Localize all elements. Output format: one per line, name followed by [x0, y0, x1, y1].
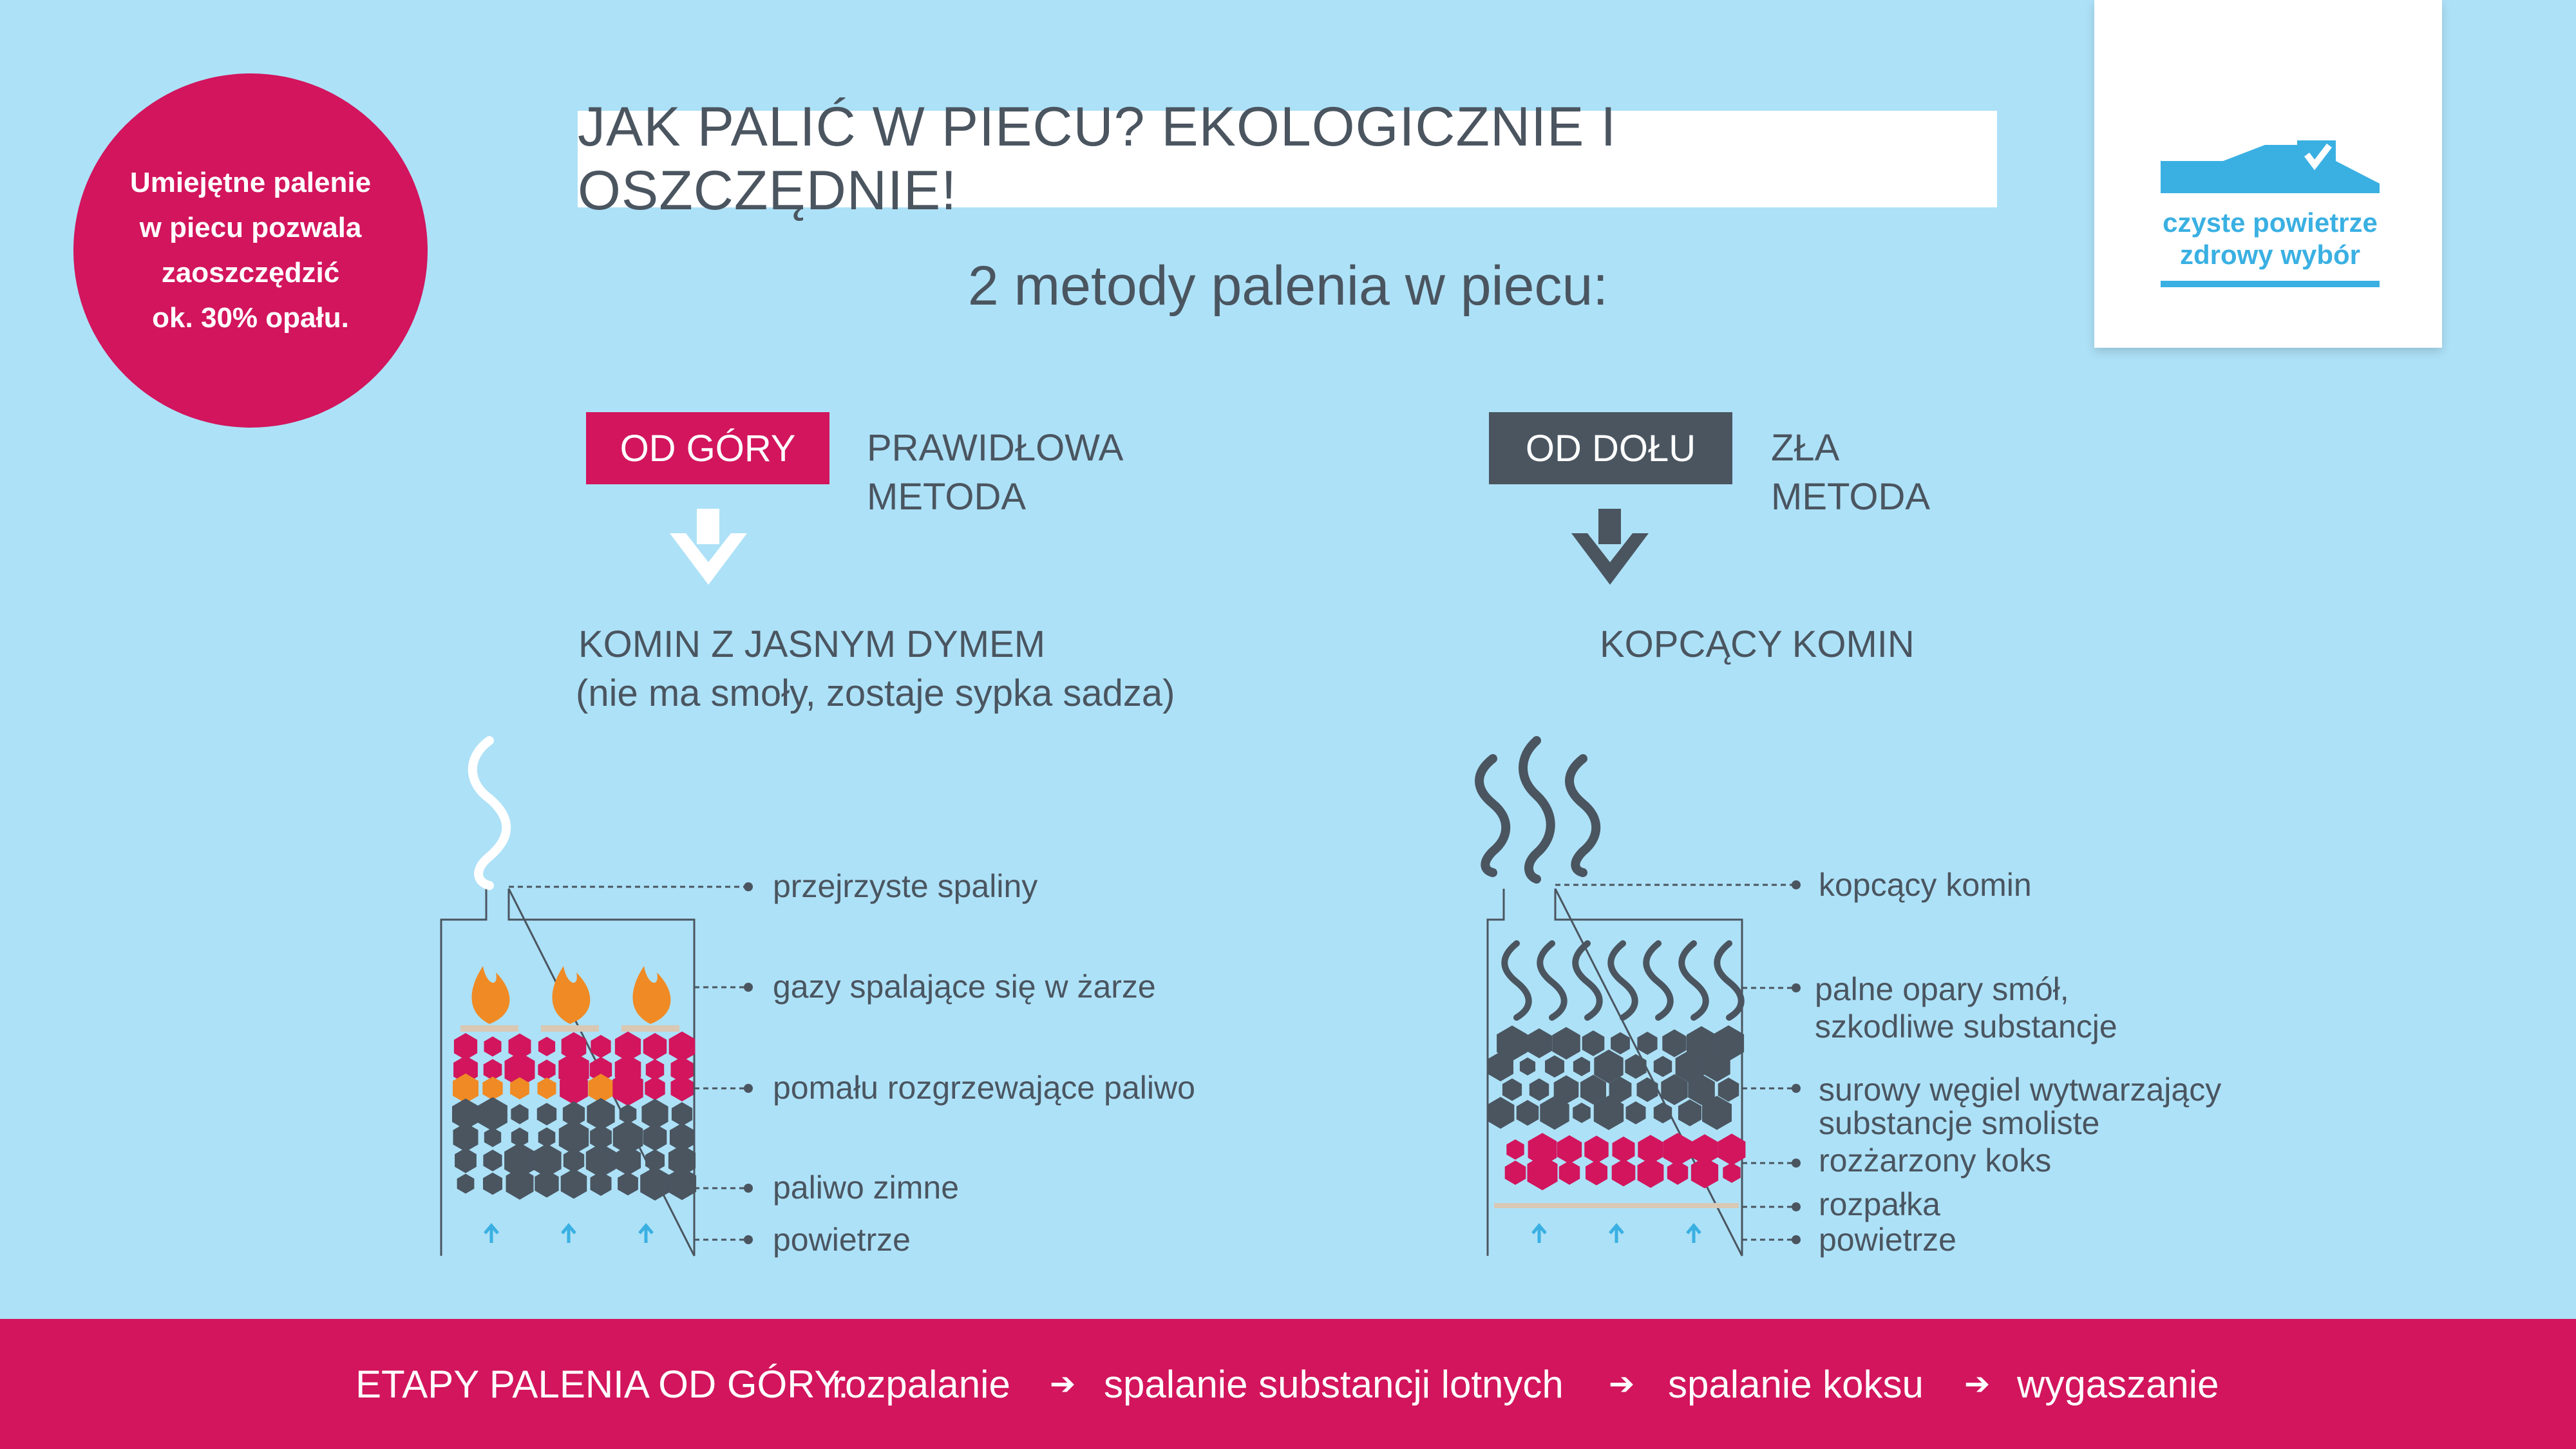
- warming-coal: [671, 1075, 694, 1101]
- arrow-right-icon: ➔: [1050, 1367, 1076, 1401]
- raw-coal: [1678, 1099, 1701, 1126]
- label-warming-fuel: pomału rozgrzewające paliwo: [773, 1070, 1195, 1106]
- raw-coal: [1573, 1057, 1590, 1076]
- cold-coal: [561, 1169, 587, 1199]
- leader-dot: [1792, 983, 1801, 992]
- label-burning-gases: gazy spalające się w żarze: [773, 969, 1156, 1005]
- raw-coal: [1526, 1028, 1552, 1059]
- raw-coal: [1625, 1054, 1646, 1079]
- stage-3: spalanie koksu: [1668, 1362, 1924, 1406]
- raw-coal: [1552, 1027, 1580, 1059]
- savings-line-2: w piecu pozwala: [139, 212, 362, 243]
- raw-coal: [1520, 1057, 1535, 1075]
- glowing-coal: [591, 1035, 611, 1058]
- cold-coal: [478, 1097, 507, 1132]
- raw-coal: [1502, 1079, 1522, 1101]
- logo-line-2: zdrowy wybór: [2179, 240, 2361, 270]
- leader-dot: [744, 1084, 753, 1093]
- label-cold-fuel: paliwo zimne: [773, 1170, 960, 1206]
- smoke-icon: [1479, 741, 1596, 879]
- warming-coal: [538, 1077, 556, 1099]
- leader-dot: [744, 1184, 753, 1193]
- air-arrow-icon: [639, 1226, 652, 1243]
- leader-dot: [1792, 880, 1801, 889]
- leader-dot: [744, 983, 753, 992]
- raw-coal: [1662, 1029, 1686, 1057]
- cold-coal: [618, 1172, 638, 1196]
- smoke-icon: [473, 741, 507, 886]
- good-heading-line-1: KOMIN Z JASNYM DYMEM: [578, 623, 1046, 665]
- raw-coal: [1718, 1077, 1739, 1102]
- good-method-line-1: PRAWIDŁOWA: [867, 427, 1124, 469]
- raw-coal: [1582, 1030, 1605, 1056]
- flame-icon: [553, 966, 591, 1024]
- label-air-right: powietrze: [1819, 1222, 1956, 1258]
- label-clear-exhaust: przejrzyste spaliny: [773, 868, 1038, 904]
- fume-icon: [1646, 943, 1671, 1018]
- raw-coal: [1637, 1032, 1657, 1055]
- glowing-coke: [1559, 1160, 1580, 1184]
- leader-dot: [1792, 1159, 1801, 1168]
- fume-icon: [1575, 943, 1600, 1018]
- method-tag-bottom: OD DOŁU: [1489, 412, 1732, 484]
- cold-coal: [511, 1104, 528, 1124]
- glowing-coal: [538, 1059, 555, 1079]
- cold-coal: [640, 1167, 670, 1201]
- cold-coal: [484, 1128, 501, 1147]
- raw-coal: [1545, 1056, 1564, 1078]
- raw-coal: [1626, 1101, 1646, 1124]
- leader-dot: [1792, 1235, 1801, 1244]
- fume-icon: [1540, 943, 1564, 1018]
- fume-icon: [1504, 943, 1529, 1018]
- cold-coal: [483, 1150, 502, 1171]
- cold-coal: [615, 1146, 641, 1175]
- flame-icon: [472, 966, 510, 1024]
- stages-bar: [0, 1319, 2576, 1449]
- raw-coal: [1637, 1077, 1658, 1102]
- bad-method-line-2: METODA: [1771, 476, 1931, 518]
- cold-coal: [537, 1103, 556, 1126]
- fume-icon: [1717, 943, 1741, 1018]
- down-arrow-icon: [1571, 509, 1649, 585]
- leader-dot: [744, 882, 753, 891]
- savings-line-1: Umiejętne palenie: [129, 167, 372, 198]
- warming-coal: [482, 1077, 502, 1100]
- raw-coal: [1611, 1032, 1630, 1054]
- raw-coal: [1517, 1100, 1539, 1126]
- cold-coal: [668, 1168, 696, 1200]
- fume-icon: [1681, 943, 1706, 1018]
- cold-coal: [535, 1170, 558, 1197]
- glowing-coke: [1557, 1135, 1582, 1164]
- glowing-coal: [643, 1033, 667, 1060]
- cold-coal: [672, 1102, 692, 1126]
- leader-dot: [1792, 1202, 1801, 1211]
- leader-dot: [744, 1235, 753, 1244]
- method-tag-top: OD GÓRY: [586, 412, 829, 484]
- leader-dot: [1792, 1084, 1801, 1093]
- glowing-coke: [1612, 1159, 1636, 1186]
- glowing-coke: [1723, 1162, 1740, 1183]
- logo-line-1: czyste powietrze: [2163, 207, 2378, 238]
- glowing-coke: [1584, 1135, 1608, 1163]
- glowing-coke: [1528, 1155, 1558, 1190]
- air-arrow-icon: [1533, 1226, 1546, 1243]
- raw-coal: [1654, 1103, 1672, 1124]
- label-kindling: rozpałka: [1819, 1186, 1940, 1222]
- arrow-right-icon: ➔: [1609, 1367, 1635, 1401]
- stages-lead: ETAPY PALENIA OD GÓRY:: [355, 1362, 849, 1406]
- cold-coal: [453, 1123, 478, 1152]
- label-tar-vapors: palne opary smół,: [1815, 971, 2069, 1007]
- savings-line-3: zaoszczędzić: [161, 257, 340, 289]
- cold-coal: [455, 1148, 477, 1173]
- warming-coal: [645, 1077, 665, 1100]
- kindling: [1494, 1203, 1739, 1208]
- air-arrow-icon: [1687, 1226, 1700, 1243]
- air-arrow-icon: [562, 1226, 575, 1243]
- page-subtitle: 2 metody palenia w piecu:: [967, 255, 1609, 317]
- label-smoky-chimney: kopcący komin: [1819, 867, 2032, 903]
- arrow-right-icon: ➔: [1964, 1367, 1991, 1401]
- bad-method-line-1: ZŁA: [1771, 427, 1840, 469]
- air-arrow-icon: [1610, 1226, 1623, 1243]
- glowing-coke: [1586, 1160, 1607, 1185]
- glowing-coal: [538, 1037, 555, 1056]
- page-title: JAK PALIĆ W PIECU? EKOLOGICZNIE I OSZCZĘDNIE!: [578, 96, 1617, 222]
- glowing-coal: [484, 1036, 502, 1056]
- raw-coal: [1487, 1097, 1515, 1128]
- stage-4: wygaszanie: [2017, 1362, 2219, 1406]
- down-arrow-icon: [670, 509, 747, 585]
- cold-coal: [643, 1124, 667, 1151]
- stage-2: spalanie substancji lotnych: [1104, 1362, 1564, 1406]
- raw-coal: [1573, 1103, 1591, 1123]
- good-method-line-2: METODA: [867, 476, 1027, 518]
- glowing-coke: [1613, 1137, 1635, 1162]
- air-arrow-icon: [485, 1226, 498, 1243]
- glowing-coke: [1638, 1157, 1664, 1188]
- good-heading-line-2: (nie ma smoły, zostaje sypka sadza): [576, 672, 1175, 714]
- cold-coal: [483, 1173, 502, 1195]
- glowing-coke: [1505, 1160, 1526, 1185]
- savings-line-4: ok. 30% opału.: [152, 302, 349, 334]
- label-air-left: powietrze: [773, 1222, 911, 1258]
- cold-coal: [457, 1174, 475, 1194]
- raw-coal: [1654, 1056, 1672, 1077]
- label-glowing-coke: rozżarzony koks: [1819, 1142, 2052, 1179]
- label-harmful-substances: szkodliwe substancje: [1815, 1009, 2117, 1045]
- cold-coal: [591, 1171, 612, 1196]
- flame-icon: [633, 966, 671, 1024]
- glowing-coke: [1506, 1139, 1524, 1160]
- stage-1: rozpalanie: [832, 1362, 1010, 1406]
- label-tar-substances: substancje smoliste: [1819, 1105, 2100, 1141]
- label-raw-coal: surowy węgiel wytwarzający: [1819, 1072, 2222, 1108]
- bad-heading: KOPCĄCY KOMIN: [1600, 623, 1915, 665]
- glowing-coke: [1667, 1160, 1688, 1184]
- raw-coal: [1530, 1078, 1549, 1101]
